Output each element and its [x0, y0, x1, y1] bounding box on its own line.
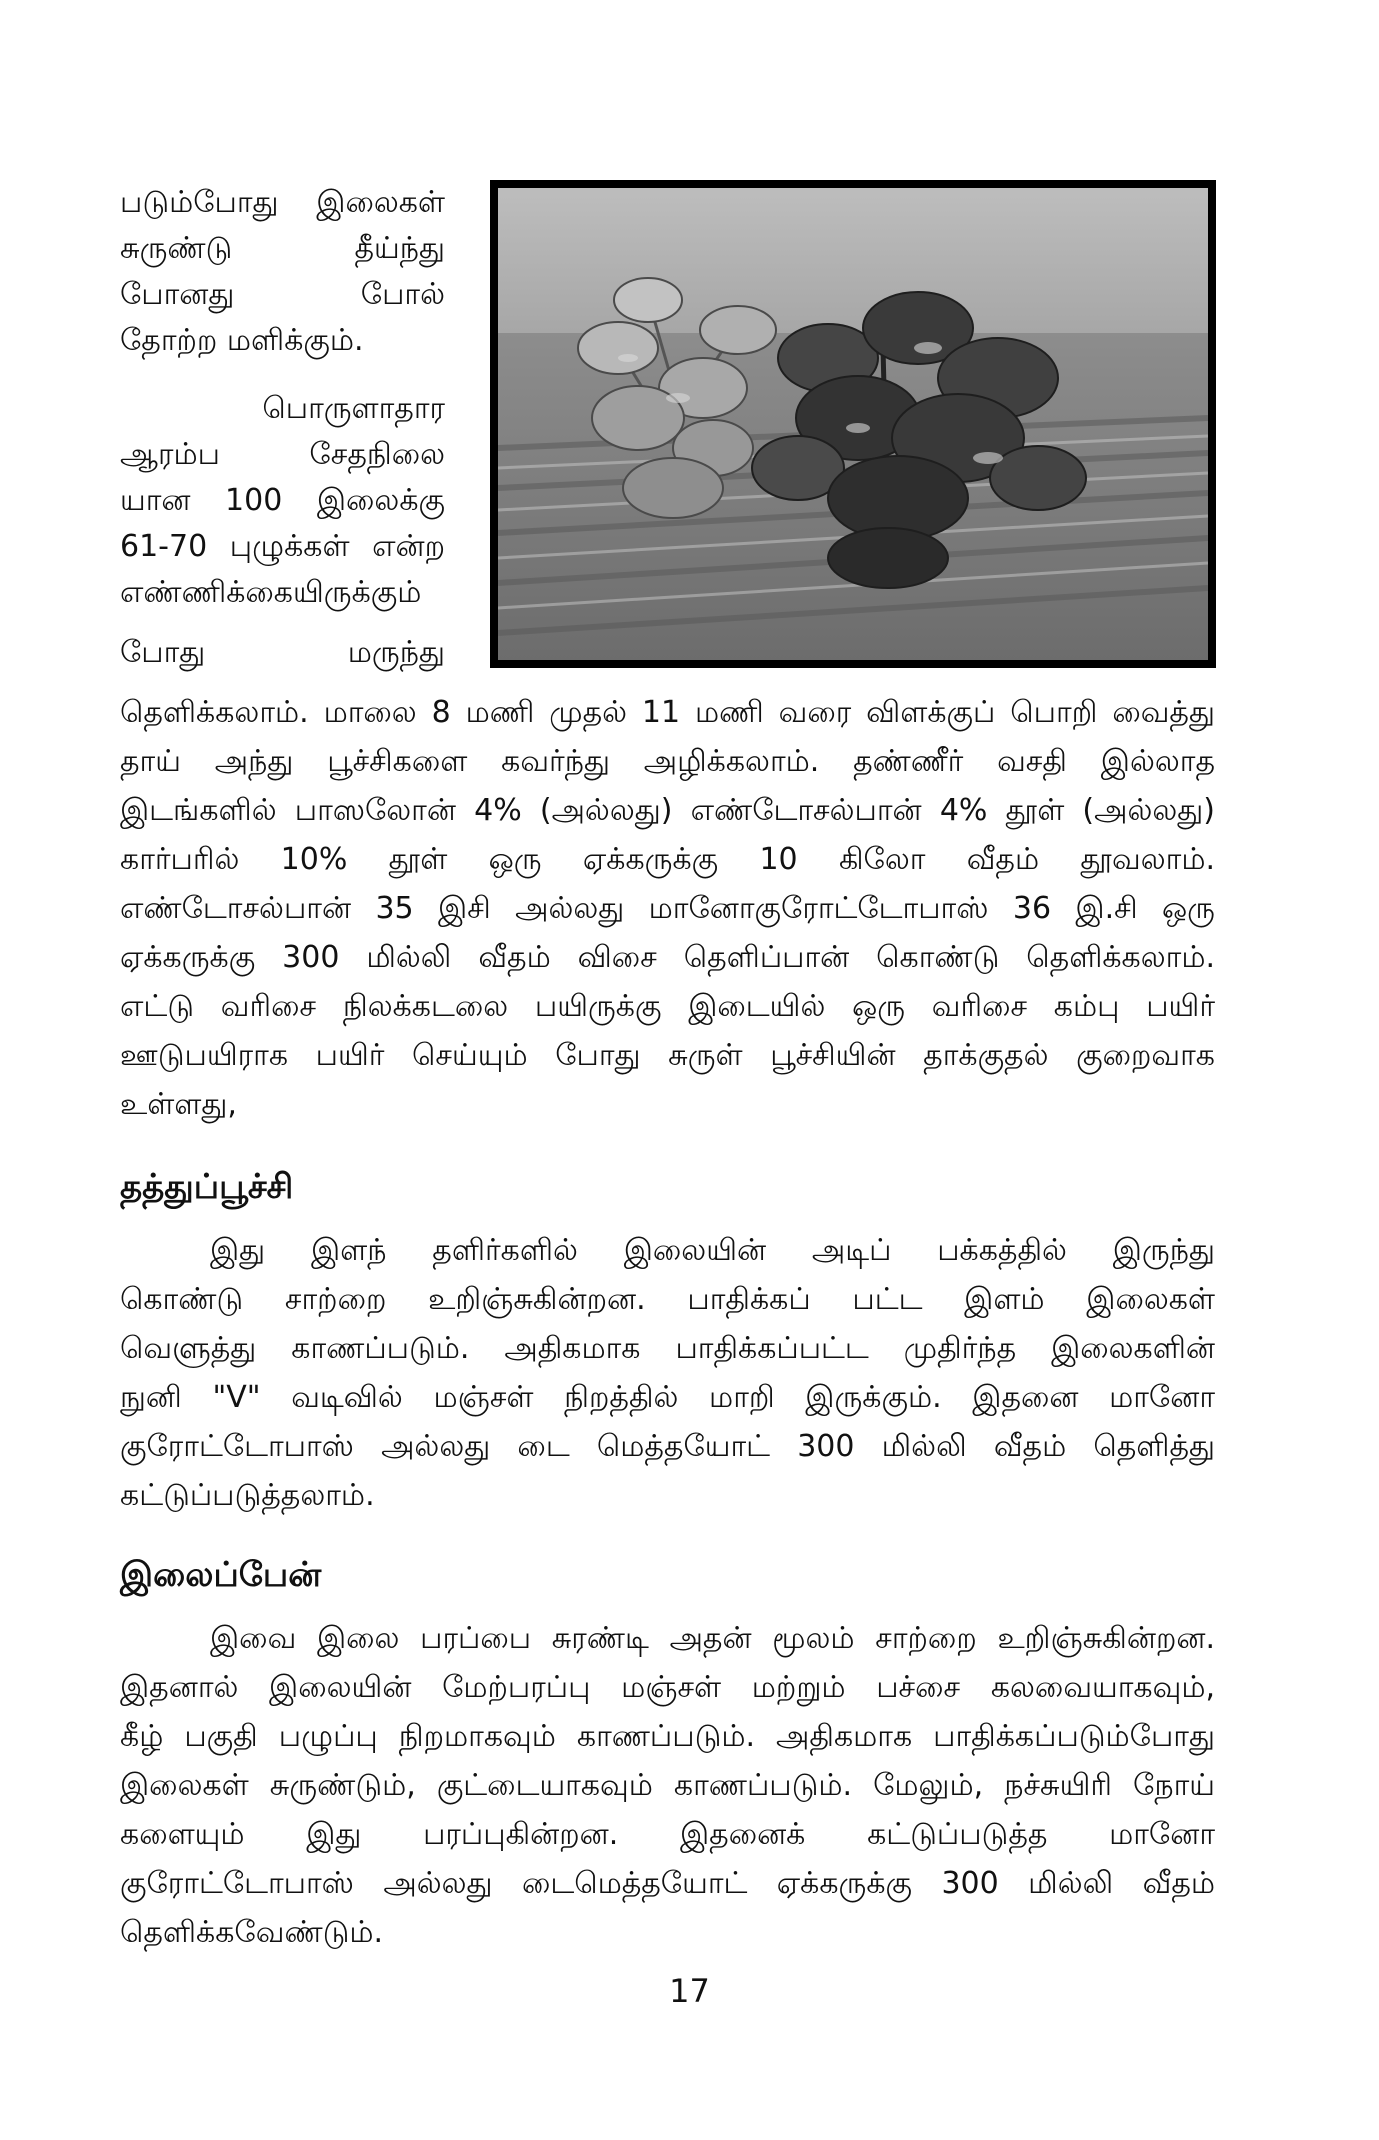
- section-heading: இலைப்பேன்: [120, 1555, 322, 1595]
- side-line: போனது போல்: [120, 277, 445, 312]
- crop-photo-illustration: [498, 188, 1208, 660]
- page-number: 17: [669, 1972, 710, 2010]
- section-heading: தத்துப்பூச்சி: [120, 1167, 294, 1207]
- side-line: பொருளாதார: [262, 391, 445, 426]
- paragraph-line: கட்டுப்படுத்தலாம்.: [120, 1478, 375, 1513]
- paragraph-line: ஏக்கருக்கு 300 மில்லி வீதம் விசை தெளிப்பான் கொண்டு தெளிக்கலாம்.: [120, 940, 1215, 975]
- side-line: தோற்ற மளிக்கும்.: [120, 323, 364, 358]
- paragraph-line: இவை இலை பரப்பை சுரண்டி அதன் மூலம் சாற்றை உறிஞ்சுகின்றன.: [210, 1621, 1215, 1656]
- paragraph-line: களையும் இது பரப்புகின்றன. இதனைக் கட்டுப்படுத்த மானோ: [120, 1817, 1215, 1852]
- paragraph-line: குரோட்டோபாஸ் அல்லது டை மெத்தயோட் 300 மில்லி வீதம் தெளித்து: [120, 1429, 1215, 1464]
- side-line: சுருண்டு தீய்ந்து: [120, 231, 445, 266]
- side-line: போது மருந்து: [120, 635, 445, 670]
- paragraph-line: இடங்களில் பாஸலோன் 4% (அல்லது) எண்டோசல்பான் 4% தூள் (அல்லது): [120, 793, 1215, 828]
- paragraph-line: உள்ளது,: [120, 1087, 237, 1122]
- paragraph-line: ஊடுபயிராக பயிர் செய்யும் போது சுருள் பூச்சியின் தாக்குதல் குறைவாக: [120, 1038, 1215, 1073]
- paragraph-line: தெளிக்கலாம். மாலை 8 மணி முதல் 11 மணி வரை விளக்குப் பொறி வைத்து: [120, 695, 1215, 730]
- paragraph-line: குரோட்டோபாஸ் அல்லது டைமெத்தயோட் ஏக்கருக்கு 300 மில்லி வீதம்: [120, 1866, 1215, 1901]
- paragraph-line: தாய் அந்து பூச்சிகளை கவர்ந்து அழிக்கலாம். தண்ணீர் வசதி இல்லாத: [120, 744, 1215, 779]
- paragraph-line: கார்பரில் 10% தூள் ஒரு ஏக்கருக்கு 10 கிலோ வீதம் தூவலாம்.: [120, 842, 1215, 877]
- side-line: யான 100 இலைக்கு: [120, 483, 445, 518]
- paragraph-line: நுனி "V" வடிவில் மஞ்சள் நிறத்தில் மாறி இருக்கும். இதனை மானோ: [120, 1380, 1215, 1415]
- side-line: படும்போது இலைகள்: [120, 185, 445, 220]
- paragraph-line: கீழ் பகுதி பழுப்பு நிறமாகவும் காணப்படும். அதிகமாக பாதிக்கப்படும்போது: [120, 1719, 1215, 1754]
- side-line: ஆரம்ப சேதநிலை: [120, 437, 445, 472]
- paragraph-line: இலைகள் சுருண்டும், குட்டையாகவும் காணப்படும். மேலும், நச்சுயிரி நோய்: [120, 1768, 1215, 1803]
- paragraph-line: கொண்டு சாற்றை உறிஞ்சுகின்றன. பாதிக்கப் பட்ட இளம் இலைகள்: [120, 1282, 1215, 1317]
- paragraph-line: வெளுத்து காணப்படும். அதிகமாக பாதிக்கப்பட்ட முதிர்ந்த இலைகளின்: [120, 1331, 1215, 1366]
- paragraph-line: இது இளந் தளிர்களில் இலையின் அடிப் பக்கத்தில் இருந்து: [210, 1233, 1215, 1268]
- crop-photo: [490, 180, 1216, 668]
- paragraph-line: எட்டு வரிசை நிலக்கடலை பயிருக்கு இடையில் ஒரு வரிசை கம்பு பயிர்: [120, 989, 1215, 1024]
- paragraph-line: தெளிக்கவேண்டும்.: [120, 1915, 384, 1950]
- paragraph-line: இதனால் இலையின் மேற்பரப்பு மஞ்சள் மற்றும் பச்சை கலவையாகவும்,: [120, 1670, 1215, 1705]
- side-line: எண்ணிக்கையிருக்கும்: [120, 575, 422, 610]
- paragraph-line: எண்டோசல்பான் 35 இசி அல்லது மானோகுரோட்டோபாஸ் 36 இ.சி ஒரு: [120, 891, 1215, 926]
- side-line: 61-70 புழுக்கள் என்ற: [120, 529, 445, 564]
